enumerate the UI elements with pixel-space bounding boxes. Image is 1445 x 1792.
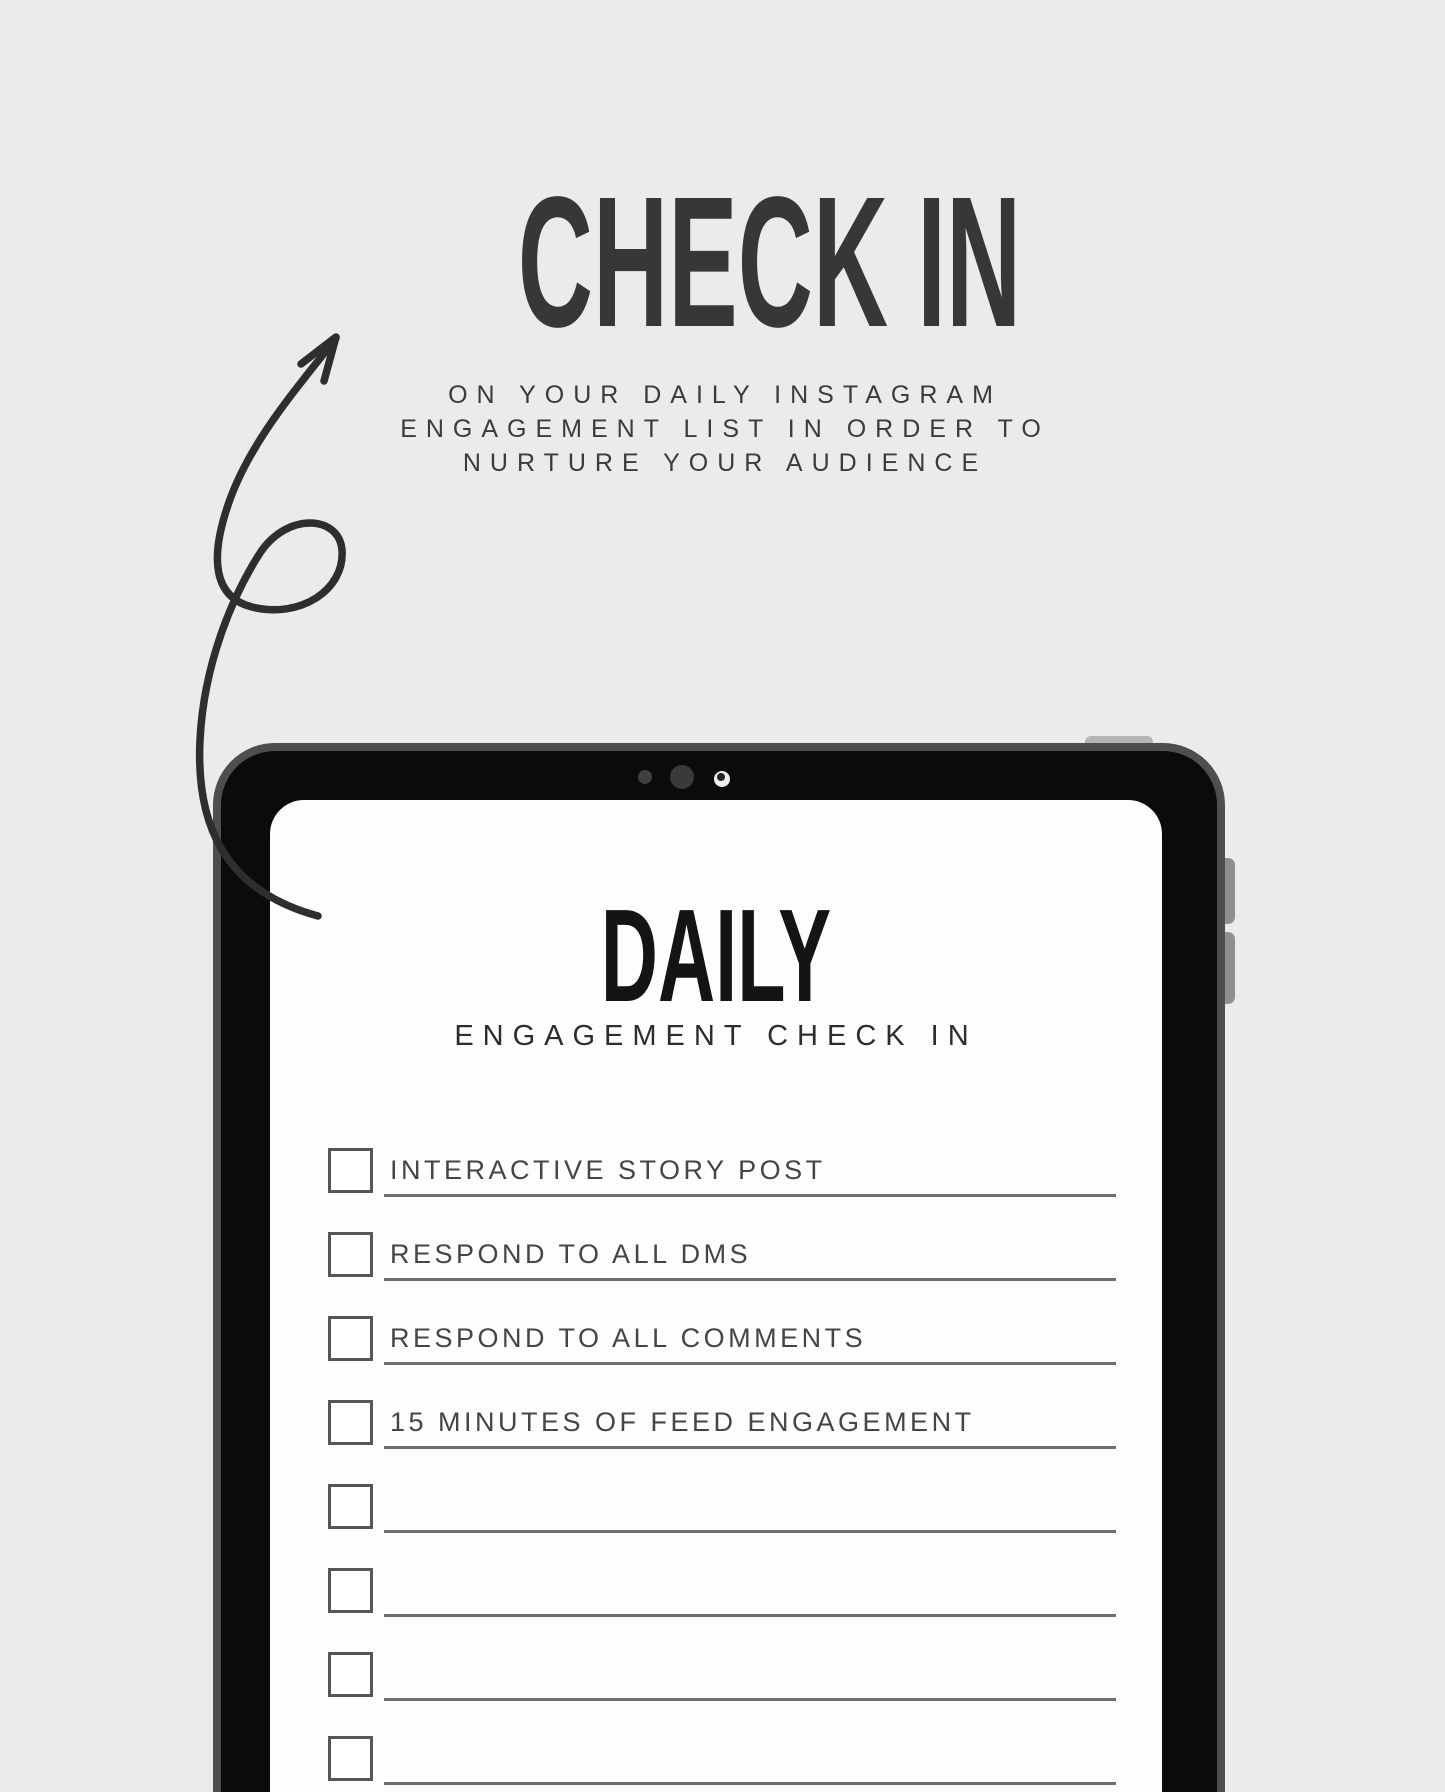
camera-lens-icon	[670, 765, 694, 789]
checklist-item-label: INTERACTIVE STORY POST	[390, 1155, 826, 1185]
checkbox[interactable]	[328, 1652, 373, 1697]
curved-arrow-icon	[140, 295, 400, 955]
hero-subtitle-line: NURTURE YOUR AUDIENCE	[462, 449, 988, 477]
hero-section	[320, 159, 1130, 480]
checkbox[interactable]	[328, 1400, 373, 1445]
checklist-row	[270, 1736, 1162, 1792]
page-title-text: CHECK IN	[517, 159, 1022, 366]
checklist-row	[270, 1652, 1162, 1736]
checkbox[interactable]	[328, 1148, 373, 1193]
camera-glint-pupil-icon	[717, 773, 725, 781]
checkbox[interactable]	[328, 1232, 373, 1277]
checklist-item-label: 15 MINUTES OF FEED ENGAGEMENT	[390, 1407, 975, 1437]
write-in-line	[384, 1194, 1116, 1197]
write-in-line	[384, 1614, 1116, 1617]
page-title	[320, 159, 1130, 366]
write-in-line	[384, 1782, 1116, 1785]
checklist-title-text: DAILY	[600, 882, 832, 1029]
checklist-row	[270, 1232, 1162, 1316]
write-in-line	[384, 1446, 1116, 1449]
checklist-row	[270, 1316, 1162, 1400]
write-in-line	[384, 1530, 1116, 1533]
checklist-title	[270, 882, 1162, 1029]
write-in-line	[384, 1362, 1116, 1365]
write-in-line	[384, 1278, 1116, 1281]
hero-subtitle	[320, 378, 1130, 480]
checkbox[interactable]	[328, 1484, 373, 1529]
checklist-row	[270, 1400, 1162, 1484]
hero-subtitle-line: ENGAGEMENT LIST IN ORDER TO	[400, 415, 1050, 443]
checkbox[interactable]	[328, 1316, 373, 1361]
checklist-subtitle: ENGAGEMENT CHECK IN	[454, 1020, 978, 1052]
tablet-screen	[270, 800, 1162, 1792]
camera-dot-icon	[638, 770, 652, 784]
checklist-item-label: RESPOND TO ALL COMMENTS	[390, 1323, 867, 1353]
checklist-row	[270, 1148, 1162, 1232]
checklist	[270, 1148, 1162, 1792]
write-in-line	[384, 1698, 1116, 1701]
checkbox[interactable]	[328, 1736, 373, 1781]
checklist-row	[270, 1568, 1162, 1652]
checklist-row	[270, 1484, 1162, 1568]
hero-subtitle-line: ON YOUR DAILY INSTAGRAM	[448, 381, 1002, 409]
checklist-item-label: RESPOND TO ALL DMS	[390, 1239, 752, 1269]
checkbox[interactable]	[328, 1568, 373, 1613]
